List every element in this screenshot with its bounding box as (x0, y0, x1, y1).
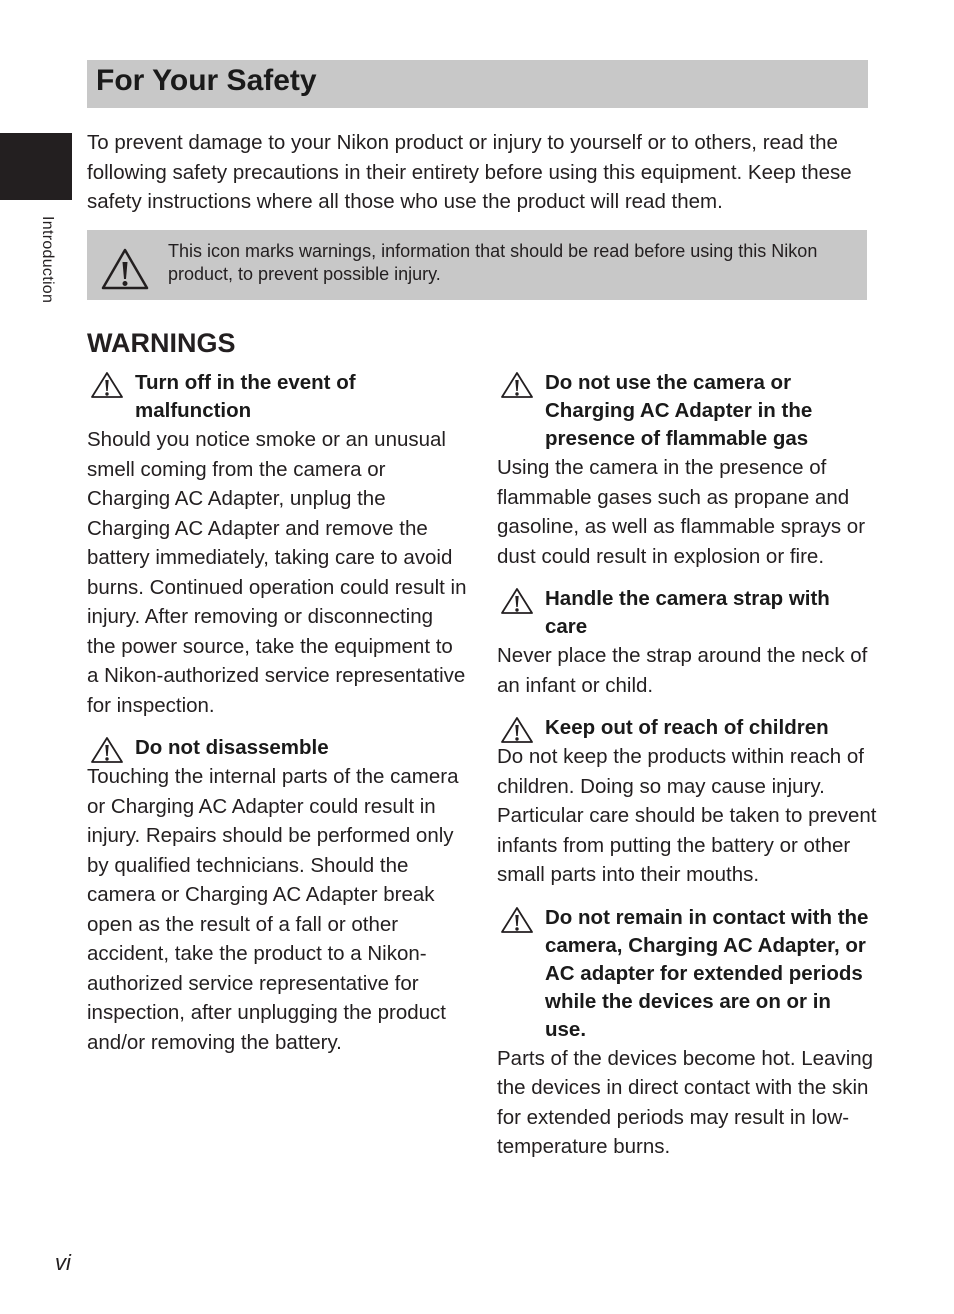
warning-body: Parts of the devices become hot. Leaving the devices in direct contact with the skin for extended periods may result in low-temperature burns. (497, 1046, 874, 1158)
warning-body: Do not keep the products within reach of children. Doing so may cause injury. Particular care should be taken to prevent infants from putting the battery or other small parts into their mouths. (497, 745, 877, 886)
warning-triangle-icon (500, 587, 534, 615)
warning-item (497, 585, 877, 700)
warning-item (497, 369, 877, 571)
warning-title: Do not disassemble (135, 736, 329, 759)
warnings-left-column (87, 369, 467, 1057)
warning-triangle-icon (90, 736, 124, 764)
warning-title: Handle the camera strap with care (545, 587, 830, 638)
warning-triangle-icon (500, 906, 534, 934)
warning-triangle-icon (100, 247, 150, 291)
warning-item (497, 904, 877, 1162)
warning-body: Using the camera in the presence of flammable gases such as propane and gasoline, as well as flammable sprays or dust could result in explosion or fire. (497, 456, 866, 568)
warning-triangle-icon (500, 716, 534, 744)
page-number: vi (55, 1250, 71, 1275)
intro-paragraph: To prevent damage to your Nikon product or injury to yourself or to others, read the following safety precautions in their entirety before using this equipment. Keep these safety instructions where all those who use the product will read them. (87, 131, 852, 213)
section-tab-marker (0, 133, 72, 200)
warning-item (497, 714, 877, 890)
warning-item (87, 369, 467, 720)
warning-body: Touching the internal parts of the camera or Charging AC Adapter could result in injury. Repairs should be performed only by qualified technicians. Should the camera or Charging AC Adapter break open as the result of a fall or other accident, take the product to a Nikon-authorized service representative for inspection, after unplugging the product and/or removing the battery. (87, 765, 459, 1054)
warning-title: Do not remain in contact with the camera, Charging AC Adapter, or AC adapter for extended periods while the devices are on or in use. (545, 905, 869, 1041)
warnings-heading: WARNINGS (87, 328, 236, 358)
warning-triangle-icon (500, 371, 534, 399)
warning-body: Never place the strap around the neck of an infant or child. (497, 644, 868, 697)
warning-title: Turn off in the event of malfunction (135, 371, 356, 422)
warning-title: Do not use the camera or Charging AC Adapter in the presence of flammable gas (545, 371, 813, 450)
warning-body: Should you notice smoke or an unusual smell coming from the camera or Charging AC Adapter, unplug the Charging AC Adapter and remove the battery immediately, taking care to avoid burns. Continued operation could result in injury. After removing or disconnecting the power source, take the equipment to a Nikon-authorized service representative for inspection. (87, 428, 467, 717)
notice-box (87, 230, 867, 300)
warning-title: Keep out of reach of children (545, 716, 829, 739)
warnings-right-column (497, 369, 877, 1162)
title-bar (87, 60, 868, 108)
warning-item (87, 734, 467, 1057)
page-title: For Your Safety (96, 64, 317, 97)
section-tab-label: Introduction (39, 216, 56, 304)
warning-triangle-icon (90, 371, 124, 399)
notice-text: This icon marks warnings, information that should be read before using this Nikon product, to prevent possible injury. (168, 241, 818, 284)
